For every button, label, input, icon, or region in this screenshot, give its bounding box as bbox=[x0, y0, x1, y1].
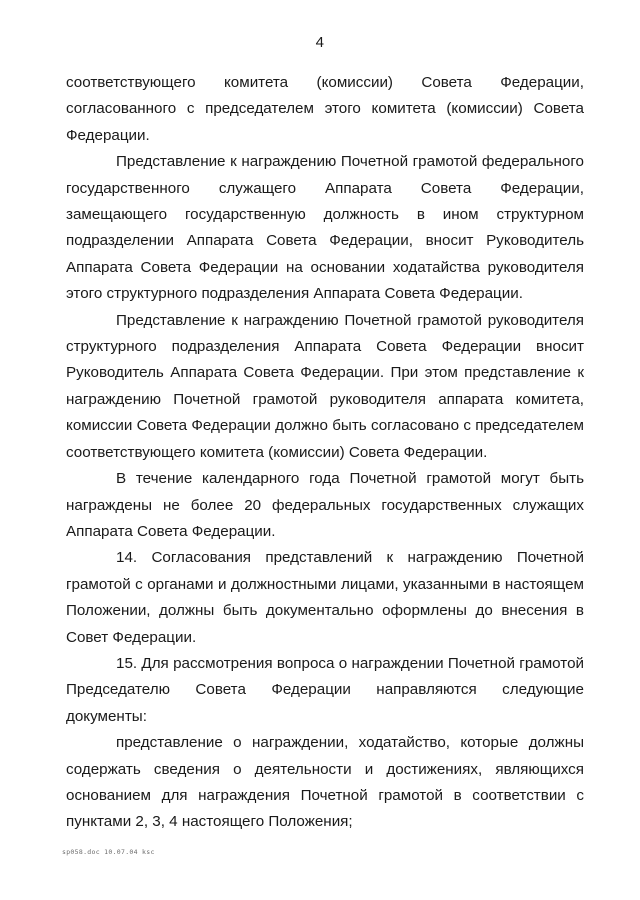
paragraph-structural-subdivision-submission: Представление к награждению Почетной грамотой федерального государственного служащего Аппарата Совета Федерации, замещающего государственную должность в ином структурном подразделении Аппарата Совета Федерации, вносит Руководитель Аппарата Совета Федерации на основании ходатайства руководителя этого структурного подразделения Аппарата Совета Федерации. bbox=[66, 153, 584, 303]
page-number: 4 bbox=[315, 34, 325, 51]
paragraph-continuation: соответствующего комитета (комиссии) Совета Федерации, согласованного с председателем этого комитета (комиссии) Совета Федерации. bbox=[66, 74, 584, 144]
paragraph-clause-15: 15. Для рассмотрения вопроса о награждении Почетной грамотой Председателю Совета Федерации направляются следующие документы: bbox=[66, 654, 584, 725]
footer-file-code: sp058.doc 10.07.04 ksc bbox=[62, 848, 155, 856]
document-body bbox=[66, 70, 584, 836]
paragraph-clause-14: 14. Согласования представлений к награждению Почетной грамотой с органами и должностными лицами, указанными в настоящем Положении, должны быть документально оформлены до внесения в Совет Федерации. bbox=[66, 549, 584, 646]
paragraph-annual-limit: В течение календарного года Почетной грамотой могут быть награждены не более 20 федеральных государственных служащих Аппарата Совета Федерации. bbox=[66, 470, 584, 540]
paragraph-head-of-subdivision-submission: Представление к награждению Почетной грамотой руководителя структурного подразделения Аппарата Совета Федерации вносит Руководитель Аппарата Совета Федерации. При этом представление к награждению Почетной грамотой руководителя аппарата комитета, комиссии Совета Федерации должно быть согласовано с председателем соответствующего комитета (комиссии) Совета Федерации. bbox=[66, 311, 584, 461]
paragraph-required-documents: представление о награждении, ходатайство, которые должны содержать сведения о деятельности и достижениях, являющихся основанием для награждения Почетной грамотой в соответствии с пунктами 2, 3, 4 настоящего Положения; bbox=[66, 734, 584, 831]
